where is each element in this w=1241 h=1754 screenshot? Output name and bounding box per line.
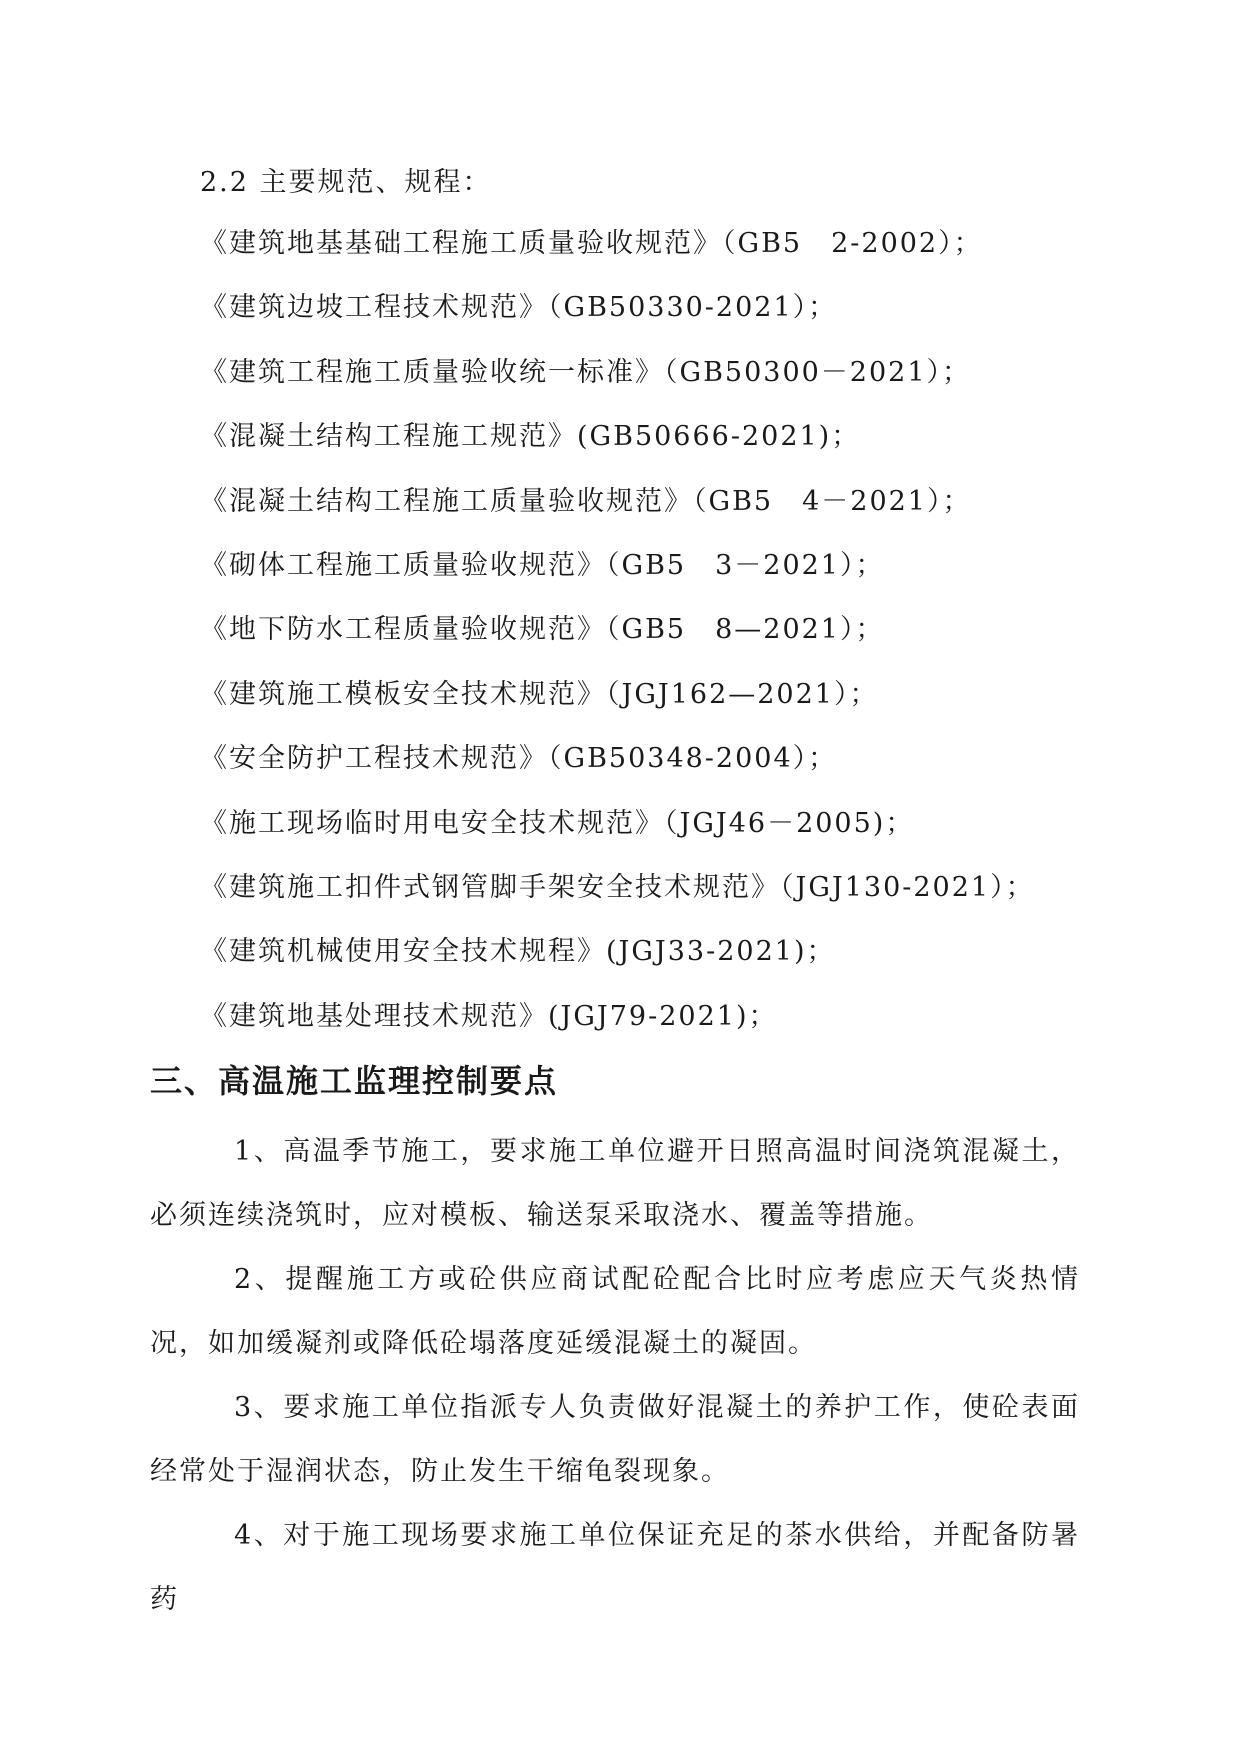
section-title: 三、高温施工监理控制要点 xyxy=(150,1062,559,1100)
reference-item: 《混凝土结构工程施工规范》(GB50666-2021)； xyxy=(200,421,861,453)
reference-item: 《建筑机械使用安全技术规程》(JGJ33-2021)； xyxy=(200,936,836,968)
reference-item: 《建筑工程施工质量验收统一标准》（GB50300－2021）； xyxy=(200,356,972,388)
reference-item: 《施工现场临时用电安全技术规范》（JGJ46－2005)； xyxy=(200,807,915,839)
reference-item: 《混凝土结构工程施工质量验收规范》（GB5 4－2021）； xyxy=(200,485,972,517)
reference-item: 《建筑地基基础工程施工质量验收规范》（GB5 2-2002）； xyxy=(200,228,983,259)
paragraph-1: 1、高温季节施工，要求施工单位避开日照高温时间浇筑混凝土，必须连续浇筑时，应对模板、输送泵采取浇水、覆盖等措施。 xyxy=(150,1136,1080,1231)
reference-list xyxy=(200,222,1035,1059)
reference-item: 《建筑施工扣件式钢管脚手架安全技术规范》（JGJ130-2021）； xyxy=(200,871,1035,903)
reference-item: 《砌体工程施工质量验收规范》（GB5 3－2021）； xyxy=(200,549,885,581)
paragraph-2: 2、提醒施工方或砼供应商试配砼配合比时应考虑应天气炎热情况，如加缓凝剂或降低砼塌落度延缓混凝土的凝固。 xyxy=(150,1264,1080,1359)
reference-item: 《建筑地基处理技术规范》(JGJ79-2021)； xyxy=(200,1000,778,1032)
reference-item: 《建筑边坡工程技术规范》（GB50330-2021）； xyxy=(200,292,838,324)
reference-item: 《建筑施工模板安全技术规范》（JGJ162—2021）； xyxy=(200,678,879,710)
paragraph-3: 3、要求施工单位指派专人负责做好混凝土的养护工作，使砼表面经常处于湿润状态，防止发生干缩龟裂现象。 xyxy=(150,1392,1080,1487)
reference-item: 《地下防水工程质量验收规范》（GB5 8—2021）； xyxy=(200,614,885,646)
paragraph-4: 4、对于施工现场要求施工单位保证充足的茶水供给，并配备防暑药 xyxy=(150,1520,1080,1615)
subsection-title: 2.2 主要规范、规程： xyxy=(200,167,492,198)
reference-item: 《安全防护工程技术规范》（GB50348-2004）； xyxy=(200,743,838,775)
